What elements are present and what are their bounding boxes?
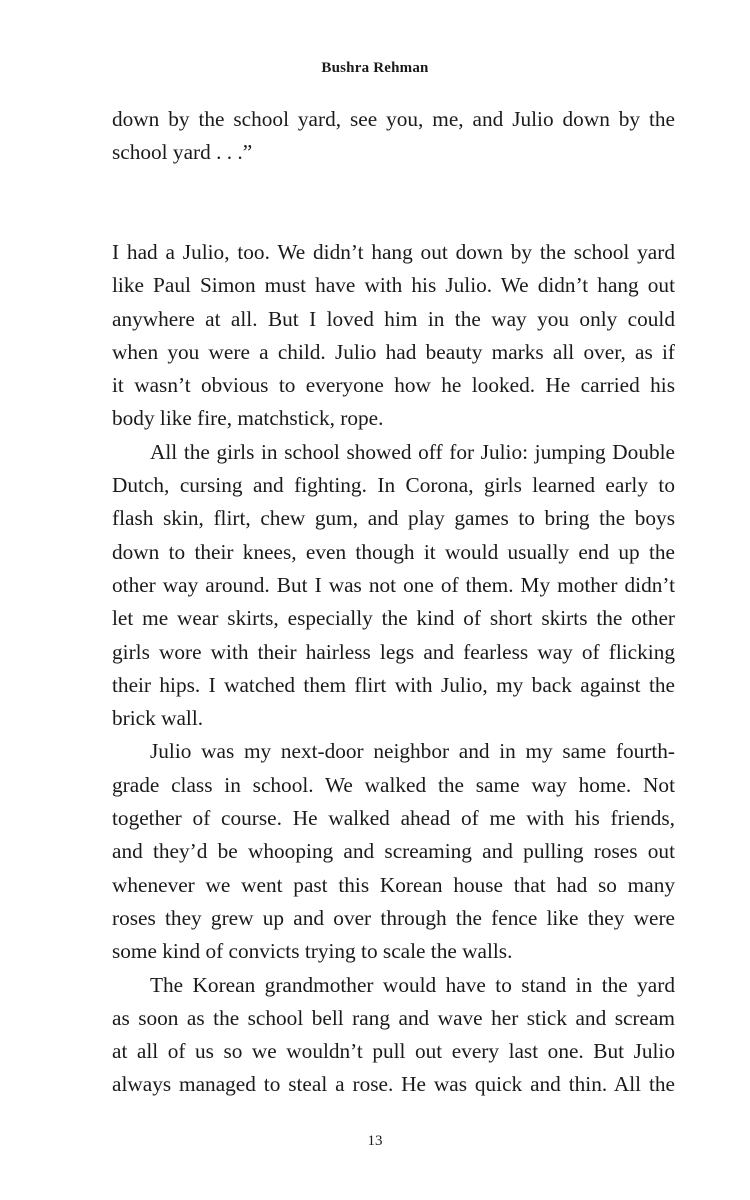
text-line: whenever we went past this Korean house that had so many [112, 872, 675, 897]
text-line: some kind of convicts trying to scale the walls. [112, 939, 513, 964]
text-line: together of course. He walked ahead of me with his friends, [112, 806, 675, 831]
text-line: at all of us so we wouldn’t pull out every last one. But Julio [112, 1039, 675, 1064]
running-head-author: Bushra Rehman [321, 60, 429, 76]
text-line: brick wall. [112, 706, 204, 731]
text-line: anywhere at all. But I loved him in the way you only could [112, 306, 675, 331]
text-line: let me wear skirts, especially the kind of short skirts the other [112, 606, 675, 631]
text-line: Julio was my next-door neighbor and in my same fourth- [150, 739, 675, 764]
text-line: as soon as the school bell rang and wave her stick and scream [112, 1005, 675, 1030]
paragraph [112, 436, 675, 736]
text-line: when you were a child. Julio had beauty marks all over, as if [112, 339, 675, 364]
text-line: down to their knees, even though it would usually end up the [112, 539, 675, 564]
paragraph [112, 735, 675, 968]
text-line: their hips. I watched them flirt with Julio, my back against the [112, 672, 675, 697]
text-line: girls wore with their hairless legs and fearless way of flicking [112, 639, 675, 664]
text-line: Dutch, cursing and fighting. In Corona, girls learned early to [112, 473, 675, 498]
text-line: The Korean grandmother would have to stand in the yard [150, 972, 675, 997]
page-number: 13 [367, 1133, 383, 1149]
text-line: roses they grew up and over through the fence like they were [112, 905, 675, 930]
paragraph [112, 969, 675, 1102]
text-line: I had a Julio, too. We didn’t hang out down by the school yard [112, 240, 675, 264]
text-line: grade class in school. We walked the same way home. Not [112, 772, 675, 797]
text-line: it wasn’t obvious to everyone how he looked. He carried his [112, 373, 675, 398]
continuation-text [112, 103, 675, 170]
text-line: school yard . . .” [112, 140, 253, 165]
paragraph [112, 236, 675, 436]
text-line: always managed to steal a rose. He was quick and thin. All the [112, 1072, 675, 1097]
text-line: and they’d be whooping and screaming and pulling roses out [112, 839, 675, 864]
text-line: All the girls in school showed off for Julio: jumping Double [150, 439, 675, 464]
text-line: down by the school yard, see you, me, and Julio down by the [112, 107, 675, 131]
body-text [112, 236, 675, 1102]
text-line: like Paul Simon must have with his Julio. We didn’t hang out [112, 273, 675, 298]
text-line: flash skin, flirt, chew gum, and play games to bring the boys [112, 506, 675, 531]
text-line: body like fire, matchstick, rope. [112, 406, 384, 431]
text-line: other way around. But I was not one of them. My mother didn’t [112, 572, 675, 597]
